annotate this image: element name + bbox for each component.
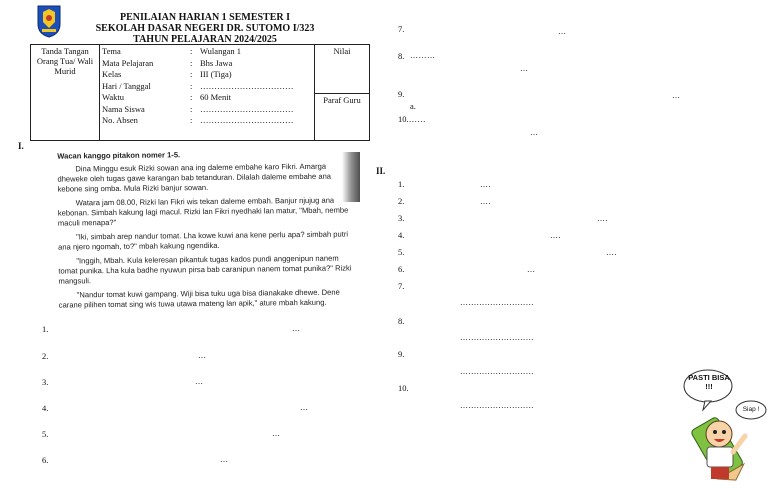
s2-essay-line: ……………………… <box>460 333 534 342</box>
section-1-label: I. <box>18 141 24 151</box>
s2-question-number: 2. <box>398 196 405 206</box>
header-line-3: TAHUN PELAJARAN 2024/2025 <box>133 34 277 45</box>
reading-paragraph: Dina Minggu esuk Rizki sowan ana ing daleme embahe karo Fikri. Amarga dheweke oleh tugas gawe karangan bab tetanduran. Dilalah daleme embahe ana kebone sing omba. Mula Rizki banjur sowan. <box>57 161 332 194</box>
field-row: Hari / Tanggal : …………………………… <box>102 80 294 91</box>
s2-answer-dots: …. <box>480 180 491 189</box>
s1-question-number: 3. <box>42 377 49 387</box>
s1-answer-dots: … <box>292 324 301 333</box>
s2-answer-dots: …. <box>606 248 617 257</box>
speech-bubble-text: PASTI BISA !!! <box>688 373 730 391</box>
nilai-label: Nilai <box>333 46 351 56</box>
paraf-cell <box>315 94 370 141</box>
s2-answer-dots: … <box>527 265 536 274</box>
mascot <box>675 366 768 486</box>
rt-q8: 8. <box>398 51 405 61</box>
speech-bubble-small-text: Siap ! <box>742 406 760 413</box>
s2-essay-line: ……………………… <box>460 298 534 307</box>
field-row: No. Absen : …………………………… <box>102 115 294 125</box>
reading-paragraph: "Iki, simbah arep nandur tomat. Lha kowe kuwi ana kene perlu apa? simbah putri ana njero ngomah, to?" mbah kakung ngendika. <box>58 229 349 252</box>
reading-paragraph: "Inggih, Mbah. Kula keleresan pikantuk tugas kados pundi anggenipun nanem tomat punika. Lha kula badhe nyuwun pirsa bab caranipun nanem tomat punika?" Rizki mangsuli. <box>58 253 352 286</box>
s1-answer-dots: … <box>300 403 309 412</box>
rt-q8-inline: ……… <box>410 51 436 60</box>
rt-q9: 9. <box>398 89 405 99</box>
rt-q9a: a. <box>410 101 416 111</box>
field-row: Waktu : 60 Menit <box>102 92 231 102</box>
s1-answer-dots: … <box>272 429 281 438</box>
field-row: Kelas : III (Tiga) <box>102 69 232 79</box>
rt-q10: 10.…… <box>398 114 426 124</box>
reading-title: Wacan kanggo pitakon nomer 1-5. <box>57 150 181 161</box>
s2-essay-number: 9. <box>398 349 405 359</box>
s2-question-number: 4. <box>398 230 405 240</box>
s1-question-number: 1. <box>42 324 49 334</box>
section-2-label: II. <box>376 166 386 176</box>
nilai-cell <box>315 45 370 94</box>
reading-paragraph: "Nandur tomat kuwi gampang. Wiji bisa tuku uga bisa dianakake dhewe. Dene carane pilihen tomat sing wis tuwa utawa mateng lan apik," ature mbah kakung. <box>58 287 340 310</box>
info-table <box>30 44 370 141</box>
s2-question-number: 6. <box>398 264 405 274</box>
rt-q7-dots: … <box>558 27 567 36</box>
header-line-1: PENILAIAN HARIAN 1 SEMESTER I <box>119 12 291 23</box>
s2-essay-line: ……………………… <box>460 401 534 410</box>
signature-label: Tanda Tangan Orang Tua/ Wali Murid <box>36 46 94 76</box>
s2-question-number: 5. <box>398 247 405 257</box>
rt-q8-dots: … <box>520 64 529 73</box>
field-row: Nama Siswa : …………………………… <box>102 103 294 114</box>
s2-answer-dots: …. <box>597 214 608 223</box>
rt-q9-dots: … <box>672 91 681 100</box>
rt-q10-dots: … <box>530 128 539 137</box>
s2-answer-dots: …. <box>550 231 561 240</box>
reading-passage <box>57 148 359 314</box>
scan-shadow <box>342 152 360 202</box>
school-logo <box>36 4 62 38</box>
s2-essay-number: 8. <box>398 316 405 326</box>
s1-question-number: 4. <box>42 403 49 413</box>
s2-essay-line: ……………………… <box>460 367 534 376</box>
s1-question-number: 6. <box>42 455 49 465</box>
s1-answer-dots: … <box>220 455 229 464</box>
header-line-2: SEKOLAH DASAR NEGERI DR. SUTOMO I/323 <box>95 23 315 34</box>
s2-answer-dots: …. <box>480 197 491 206</box>
s2-essay-number: 10. <box>398 383 409 393</box>
field-row: Mata Pelajaran : Bhs Jawa <box>102 57 233 68</box>
info-fields <box>102 46 312 127</box>
reading-paragraph: Watara jam 08.00, Rizki lan Fikri wis tekan daleme embah. Banjur njujug ana kebonan. Simbah kakung lagi macul. Rizki lan Fikri nyedhaki lan matur, "Mbah, nembe maculi menapa?" <box>57 195 349 228</box>
field-row: Tema : Wulangan 1 <box>102 46 241 56</box>
s1-answer-dots: … <box>198 351 207 360</box>
paraf-label: Paraf Guru <box>323 95 361 105</box>
s2-essay-number: 7. <box>398 281 405 291</box>
s1-question-number: 5. <box>42 429 49 439</box>
rt-q7: 7. <box>398 24 405 34</box>
s2-question-number: 3. <box>398 213 405 223</box>
s2-question-number: 1. <box>398 179 405 189</box>
s1-question-number: 2. <box>42 351 49 361</box>
s1-answer-dots: … <box>195 377 204 386</box>
